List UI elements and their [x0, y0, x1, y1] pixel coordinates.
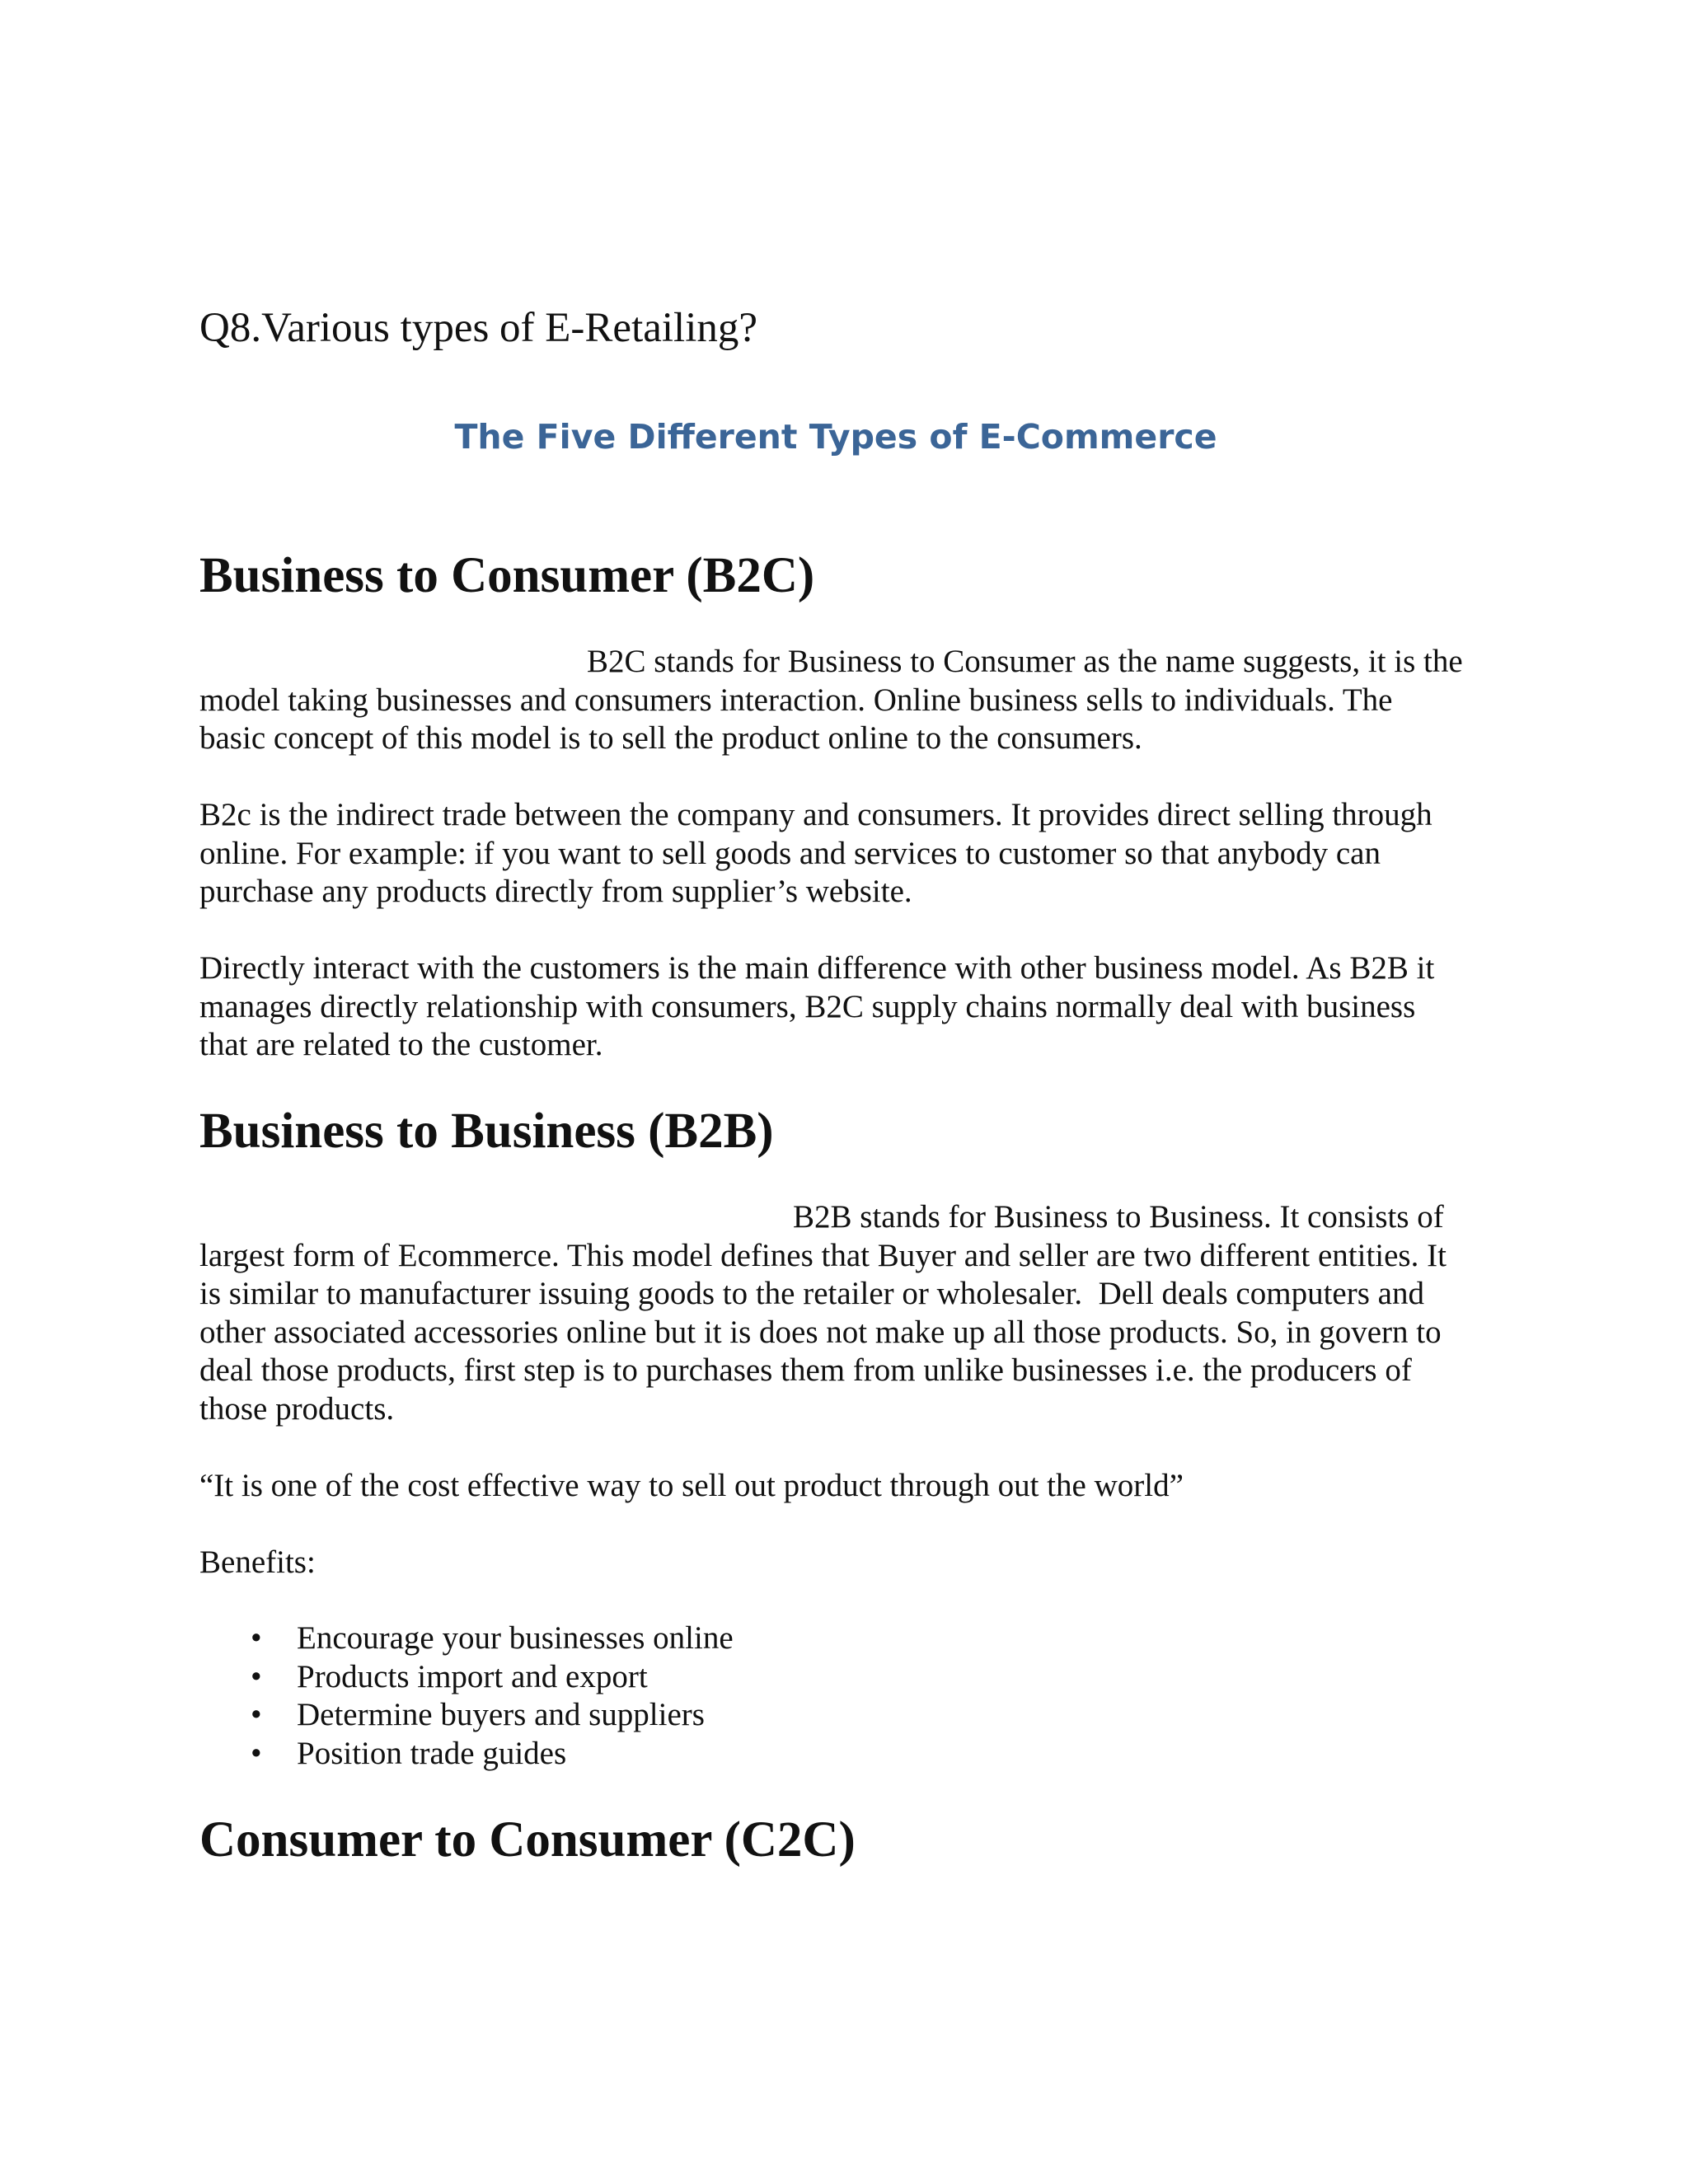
text-line: online. For example: if you want to sell goods and services to customer so that anybody can	[199, 835, 1381, 871]
subtitle-text: The Five Different Types of E-Commerce	[454, 417, 1217, 457]
text-line: model taking businesses and consumers interaction. Online business sells to individuals. The	[199, 682, 1393, 718]
text-line: B2C stands for Business to Consumer as the name suggests, it is the	[587, 644, 1463, 679]
text-line: B2B stands for Business to Business. It consists of	[793, 1199, 1444, 1235]
list-item-text: Products import and export	[297, 1658, 648, 1694]
list-item	[199, 1735, 734, 1774]
text-line: other associated accessories online but it is does not make up all those products. So, in govern to	[199, 1314, 1442, 1350]
section-heading-c2c: Consumer to Consumer (C2C)	[199, 1812, 856, 1868]
text-line: that are related to the customer.	[199, 1027, 603, 1062]
benefits-label-text: Benefits:	[199, 1544, 316, 1580]
bullet-icon: •	[251, 1735, 262, 1771]
list-item	[199, 1619, 734, 1658]
text-line: basic concept of this model is to sell the product online to the consumers.	[199, 720, 1142, 756]
bullet-icon: •	[251, 1697, 262, 1732]
text-line: B2c is the indirect trade between the company and consumers. It provides direct selling through	[199, 797, 1432, 832]
document-subtitle	[0, 415, 1688, 458]
question-title: Q8.Various types of E-Retailing?	[199, 305, 758, 351]
text-line: deal those products, first step is to purchases them from unlike businesses i.e. the producers of	[199, 1352, 1412, 1388]
bullet-icon: •	[251, 1658, 262, 1694]
b2b-paragraph-1	[199, 1198, 1502, 1428]
b2b-quote	[199, 1467, 1502, 1506]
b2c-paragraph-3	[199, 949, 1502, 1065]
benefits-list	[199, 1619, 734, 1773]
list-item	[199, 1696, 734, 1735]
b2c-paragraph-2	[199, 796, 1502, 912]
text-line: largest form of Ecommerce. This model defines that Buyer and seller are two different entities. It	[199, 1237, 1447, 1273]
text-line: Directly interact with the customers is the main difference with other business model. As B2B it	[199, 950, 1435, 986]
list-item-text: Encourage your businesses online	[297, 1620, 734, 1656]
text-line: purchase any products directly from supplier’s website.	[199, 874, 912, 909]
b2c-paragraph-1	[199, 643, 1502, 758]
benefits-label	[199, 1544, 1502, 1582]
text-line: those products.	[199, 1390, 395, 1427]
list-item-text: Position trade guides	[297, 1735, 567, 1771]
quote-text: “It is one of the cost effective way to sell out product through out the world”	[199, 1468, 1184, 1503]
text-line: manages directly relationship with consumers, B2C supply chains normally deal with business	[199, 988, 1416, 1024]
section-heading-b2b: Business to Business (B2B)	[199, 1104, 774, 1159]
list-item-text: Determine buyers and suppliers	[297, 1697, 705, 1732]
section-heading-b2c: Business to Consumer (B2C)	[199, 548, 815, 603]
bullet-icon: •	[251, 1620, 262, 1656]
text-line: is similar to manufacturer issuing goods to the retailer or wholesaler. Dell deals computers and	[199, 1276, 1424, 1311]
list-item	[199, 1658, 734, 1697]
